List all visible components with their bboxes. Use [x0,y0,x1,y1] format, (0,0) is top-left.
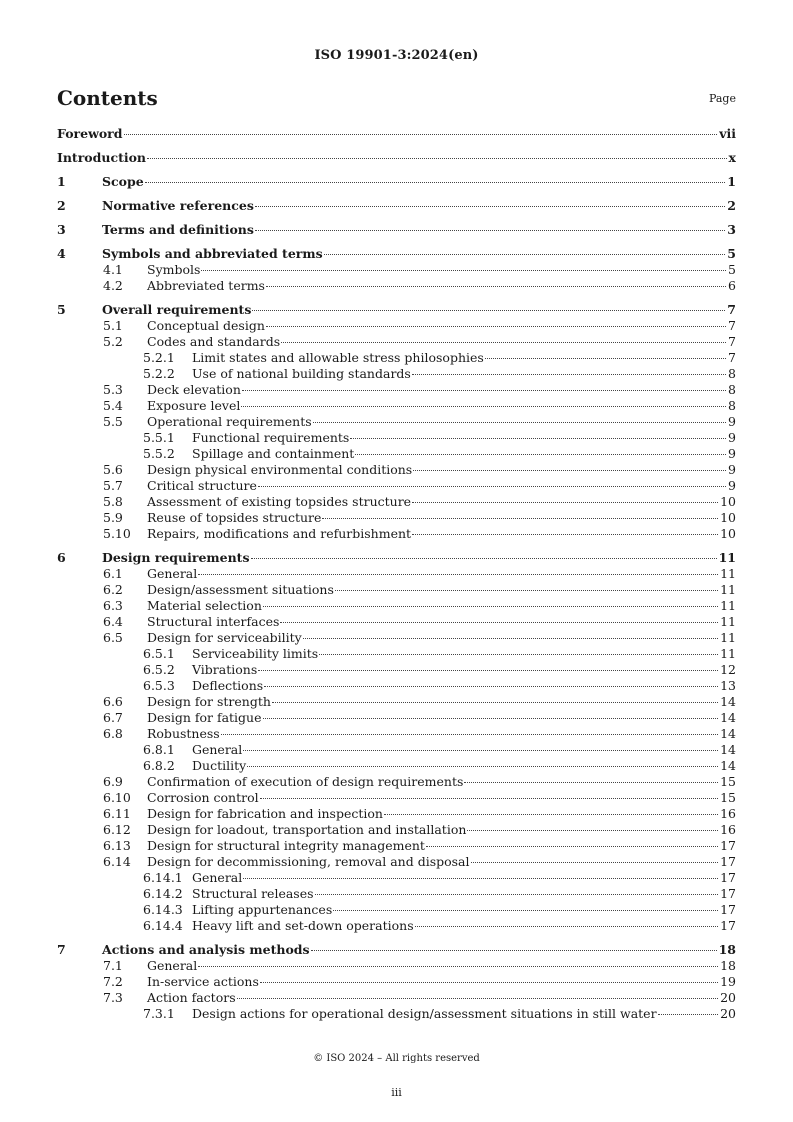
dot-leader [322,518,718,519]
dot-leader [221,734,718,735]
toc-entry-page: 9 [728,478,736,493]
toc-entry-page: 20 [720,1006,736,1021]
toc-entry-number: 5.1 [103,318,123,333]
toc-entry-number: 6.8.1 [143,742,175,757]
toc-entry-page: 14 [720,710,736,725]
toc-entry-number: 7.2 [103,974,123,989]
toc-entry-number: 6.8 [103,726,123,741]
toc-entry[interactable] [57,710,736,726]
toc-entry-label: Design for serviceability [147,630,302,645]
toc-entry[interactable] [57,478,736,494]
toc-entry-label: Design/assessment situations [147,582,334,597]
toc-entry-page: 11 [720,614,736,629]
dot-leader [147,158,727,159]
toc-entry-page: x [728,150,736,165]
toc-entry-number: 5.2.1 [143,350,175,365]
toc-entry-page: 9 [728,462,736,477]
toc-entry-page: 17 [720,870,736,885]
toc-entry-number: 7 [57,942,66,957]
dot-leader [260,798,718,799]
toc-entry-number: 7.3.1 [143,1006,175,1021]
toc-entry[interactable] [57,174,736,190]
toc-entry-label: General [147,958,198,973]
toc-entry-page: 11 [720,598,736,613]
toc-entry-page: 2 [727,198,736,213]
toc-entry-page: 9 [728,446,736,461]
toc-entry-label: Normative references [102,198,254,213]
toc-entry[interactable] [57,942,736,958]
toc-entry-number: 6 [57,550,66,565]
toc-entry-number: 5.5.1 [143,430,175,445]
toc-entry-number: 7.3 [103,990,123,1005]
toc-entry[interactable] [57,446,736,462]
dot-leader [145,182,726,183]
toc-entry-number: 5.8 [103,494,123,509]
toc-entry-label: Design requirements [102,550,250,565]
toc-entry[interactable] [57,334,736,350]
toc-entry-page: 14 [720,726,736,741]
dot-leader [247,766,718,767]
toc-entry[interactable] [57,246,736,262]
toc-entry-number: 6.14.4 [143,918,183,933]
dot-leader [485,358,726,359]
dot-leader [658,1014,719,1015]
toc-entry-label: Design physical environmental conditions [147,462,413,477]
toc-entry-number: 6.10 [103,790,131,805]
toc-entry-page: 10 [720,526,736,541]
toc-entry-label: Limit states and allowable stress philosophies [192,350,484,365]
toc-entry[interactable] [57,974,736,990]
dot-leader [412,374,726,375]
toc-entry-number: 5.9 [103,510,123,525]
dot-leader [350,438,726,439]
toc-entry-page: 7 [728,318,736,333]
toc-entry-page: 18 [720,958,736,973]
dot-leader [263,718,719,719]
toc-entry-page: 14 [720,694,736,709]
toc-entry-page: 17 [720,854,736,869]
toc-entry-number: 6.6 [103,694,123,709]
toc-entry[interactable] [57,870,736,886]
toc-entry-number: 6.2 [103,582,123,597]
toc-entry-number: 6.13 [103,838,131,853]
toc-entry[interactable] [57,126,736,142]
toc-entry-page: 17 [720,918,736,933]
toc-entry-label: Confirmation of execution of design requirements [147,774,464,789]
toc-entry[interactable] [57,774,736,790]
toc-entry-page: 11 [718,550,736,565]
toc-entry[interactable] [57,630,736,646]
dot-leader [355,454,726,455]
toc-entry[interactable] [57,526,736,542]
toc-entry-page: 14 [720,742,736,757]
toc-entry-number: 6.5.3 [143,678,175,693]
toc-entry-number: 5.5 [103,414,123,429]
toc-entry-label: General [147,566,198,581]
toc-entry[interactable] [57,262,736,278]
toc-entry-label: Heavy lift and set-down operations [192,918,414,933]
dot-leader [252,310,725,311]
toc-entry[interactable] [57,1006,736,1022]
toc-entry[interactable] [57,742,736,758]
toc-entry[interactable] [57,758,736,774]
dot-leader [303,638,718,639]
toc-entry-number: 7.1 [103,958,123,973]
toc-entry-page: 11 [720,630,736,645]
toc-entry-page: 8 [728,382,736,397]
toc-entry-page: 14 [720,758,736,773]
toc-entry-page: 7 [728,350,736,365]
toc-entry[interactable] [57,678,736,694]
toc-entry[interactable] [57,462,736,478]
toc-entry[interactable] [57,350,736,366]
toc-entry-label: Foreword [57,126,123,141]
dot-leader [243,878,718,879]
toc-entry[interactable] [57,150,736,166]
toc-entry[interactable] [57,886,736,902]
toc-entry-label: Abbreviated terms [147,278,265,293]
toc-entry-number: 5.2 [103,334,123,349]
toc-entry-page: 11 [720,582,736,597]
dot-leader [335,590,718,591]
toc-entry-page: 5 [727,246,736,261]
dot-leader [333,910,718,911]
toc-entry-number: 4.1 [103,262,123,277]
toc-entry-label: Overall requirements [102,302,252,317]
toc-entry[interactable] [57,550,736,566]
document-header: ISO 19901-3:2024(en) [314,48,479,63]
toc-entry[interactable] [57,790,736,806]
dot-leader [384,814,718,815]
dot-leader [255,206,725,207]
toc-entry-page: 1 [727,174,736,189]
toc-entry[interactable] [57,566,736,582]
toc-entry-label: Exposure level [147,398,241,413]
page-number: iii [391,1086,402,1099]
dot-leader [415,926,718,927]
toc-entry-label: Functional requirements [192,430,350,445]
toc-entry-number: 5.4 [103,398,123,413]
toc-entry-label: Actions and analysis methods [102,942,310,957]
toc-entry-number: 6.3 [103,598,123,613]
toc-entry-number: 6.11 [103,806,131,821]
toc-entry-number: 5.7 [103,478,123,493]
dot-leader [266,286,726,287]
toc-entry-label: Design for strength [147,694,271,709]
toc-entry-label: Spillage and containment [192,446,355,461]
dot-leader [258,670,718,671]
dot-leader [281,342,726,343]
dot-leader [263,606,718,607]
toc-entry-number: 6.5.1 [143,646,175,661]
toc-entry-label: Action factors [147,990,236,1005]
toc-entry-number: 5 [57,302,66,317]
toc-entry-page: 9 [728,430,736,445]
toc-entry[interactable] [57,414,736,430]
toc-entry[interactable] [57,398,736,414]
toc-entry-number: 6.8.2 [143,758,175,773]
toc-entry-page: 17 [720,902,736,917]
dot-leader [272,702,718,703]
toc-entry-number: 6.4 [103,614,123,629]
toc-entry-label: Symbols [147,262,201,277]
toc-entry-label: Robustness [147,726,220,741]
toc-entry-page: 15 [720,790,736,805]
toc-entry-page: 20 [720,990,736,1005]
toc-entry[interactable] [57,598,736,614]
dot-leader [241,406,726,407]
toc-entry-label: Symbols and abbreviated terms [102,246,323,261]
toc-entry-label: Introduction [57,150,147,165]
toc-entry-number: 6.9 [103,774,123,789]
toc-entry-page: 16 [720,806,736,821]
toc-entry-page: 16 [720,822,736,837]
toc-entry-number: 6.14.2 [143,886,183,901]
dot-leader [255,230,725,231]
toc-entry-label: Repairs, modifications and refurbishment [147,526,412,541]
toc-entry[interactable] [57,582,736,598]
toc-entry-number: 6.12 [103,822,131,837]
toc-entry-label: Structural interfaces [147,614,280,629]
toc-entry-label: Vibrations [192,662,258,677]
toc-entry-label: Use of national building standards [192,366,411,381]
toc-entry-label: Design for fatigue [147,710,262,725]
dot-leader [280,622,718,623]
toc-entry-page: 17 [720,886,736,901]
toc-entry-number: 6.5 [103,630,123,645]
toc-entry-page: vii [719,126,736,141]
toc-entry-number: 6.1 [103,566,123,581]
toc-entry-number: 4.2 [103,278,123,293]
toc-entry-page: 18 [718,942,736,957]
page-column-label: Page [708,92,736,105]
toc-entry-page: 10 [720,510,736,525]
toc-entry-label: Structural releases [192,886,314,901]
toc-entry-label: Scope [102,174,144,189]
toc-entry[interactable] [57,382,736,398]
toc-entry-number: 6.7 [103,710,123,725]
dot-leader [315,894,719,895]
toc-entry-number: 3 [57,222,66,237]
dot-leader [471,862,719,863]
dot-leader [467,830,718,831]
dot-leader [201,270,726,271]
toc-entry[interactable] [57,614,736,630]
dot-leader [198,574,718,575]
dot-leader [319,654,718,655]
toc-entry-label: Conceptual design [147,318,265,333]
toc-entry-label: Lifting appurtenances [192,902,333,917]
dot-leader [413,470,726,471]
toc-entry-label: Codes and standards [147,334,281,349]
toc-entry-label: Design actions for operational design/assessment situations in still water [192,1006,657,1021]
toc-entry-page: 7 [727,302,736,317]
toc-entry-page: 6 [728,278,736,293]
toc-entry-label: Design for fabrication and inspection [147,806,383,821]
toc-entry-label: Terms and definitions [102,222,254,237]
toc-entry[interactable] [57,918,736,934]
copyright-footer: © ISO 2024 – All rights reserved [313,1053,480,1064]
toc-entry-number: 5.6 [103,462,123,477]
dot-leader [251,558,717,559]
toc-entry-number: 4 [57,246,66,261]
toc-entry[interactable] [57,646,736,662]
toc-entry-label: Deflections [192,678,264,693]
toc-entry-label: In-service actions [147,974,259,989]
toc-entry[interactable] [57,902,736,918]
toc-entry[interactable] [57,822,736,838]
toc-entry-page: 12 [720,662,736,677]
toc-entry[interactable] [57,662,736,678]
dot-leader [412,502,718,503]
toc-entry-label: Reuse of topsides structure [147,510,322,525]
toc-entry-label: Critical structure [147,478,257,493]
toc-entry-label: Assessment of existing topsides structure [147,494,412,509]
dot-leader [124,134,718,135]
page-title: Contents [57,86,158,110]
toc-entry-page: 11 [720,566,736,581]
dot-leader [311,950,717,951]
toc-entry-number: 5.3 [103,382,123,397]
toc-entry-page: 15 [720,774,736,789]
toc-entry[interactable] [57,302,736,318]
toc-entry[interactable] [57,694,736,710]
toc-entry-label: Material selection [147,598,262,613]
toc-entry-number: 1 [57,174,66,189]
toc-entry[interactable] [57,510,736,526]
toc-entry-page: 8 [728,366,736,381]
toc-entry-label: Design for loadout, transportation and installation [147,822,467,837]
toc-entry-page: 13 [720,678,736,693]
toc-entry-page: 3 [727,222,736,237]
toc-entry-page: 17 [720,838,736,853]
toc-entry[interactable] [57,430,736,446]
dot-leader [198,966,718,967]
toc-entry[interactable] [57,838,736,854]
toc-entry[interactable] [57,222,736,238]
toc-entry-number: 6.5.2 [143,662,175,677]
dot-leader [266,326,726,327]
toc-entry[interactable] [57,958,736,974]
toc-entry-page: 10 [720,494,736,509]
toc-entry-page: 11 [720,646,736,661]
toc-entry-page: 7 [728,334,736,349]
toc-entry[interactable] [57,366,736,382]
toc-entry[interactable] [57,278,736,294]
toc-entry-label: Corrosion control [147,790,259,805]
toc-entry-number: 6.14.3 [143,902,183,917]
table-of-contents [57,122,736,1022]
toc-entry[interactable] [57,806,736,822]
toc-entry-label: Design for decommissioning, removal and disposal [147,854,470,869]
toc-entry-label: Design for structural integrity management [147,838,425,853]
toc-entry-number: 2 [57,198,66,213]
toc-entry-number: 6.14.1 [143,870,183,885]
toc-entry-number: 5.10 [103,526,131,541]
toc-entry-page: 5 [728,262,736,277]
dot-leader [237,998,718,999]
toc-entry[interactable] [57,494,736,510]
dot-leader [258,486,726,487]
toc-entry-label: Operational requirements [147,414,312,429]
toc-entry-label: General [192,870,243,885]
toc-entry[interactable] [57,198,736,214]
dot-leader [324,254,726,255]
dot-leader [412,534,718,535]
toc-entry[interactable] [57,990,736,1006]
toc-entry-label: Serviceability limits [192,646,319,661]
toc-entry[interactable] [57,318,736,334]
toc-entry-label: Ductility [192,758,247,773]
dot-leader [426,846,718,847]
dot-leader [243,750,718,751]
toc-entry-page: 9 [728,414,736,429]
dot-leader [464,782,718,783]
dot-leader [260,982,718,983]
toc-entry-number: 6.14 [103,854,131,869]
toc-entry-label: Deck elevation [147,382,241,397]
dot-leader [264,686,718,687]
toc-entry-page: 8 [728,398,736,413]
toc-entry[interactable] [57,726,736,742]
toc-entry-page: 19 [720,974,736,989]
dot-leader [242,390,726,391]
dot-leader [313,422,726,423]
toc-entry-label: General [192,742,243,757]
toc-entry[interactable] [57,854,736,870]
toc-entry-number: 5.5.2 [143,446,175,461]
toc-entry-number: 5.2.2 [143,366,175,381]
